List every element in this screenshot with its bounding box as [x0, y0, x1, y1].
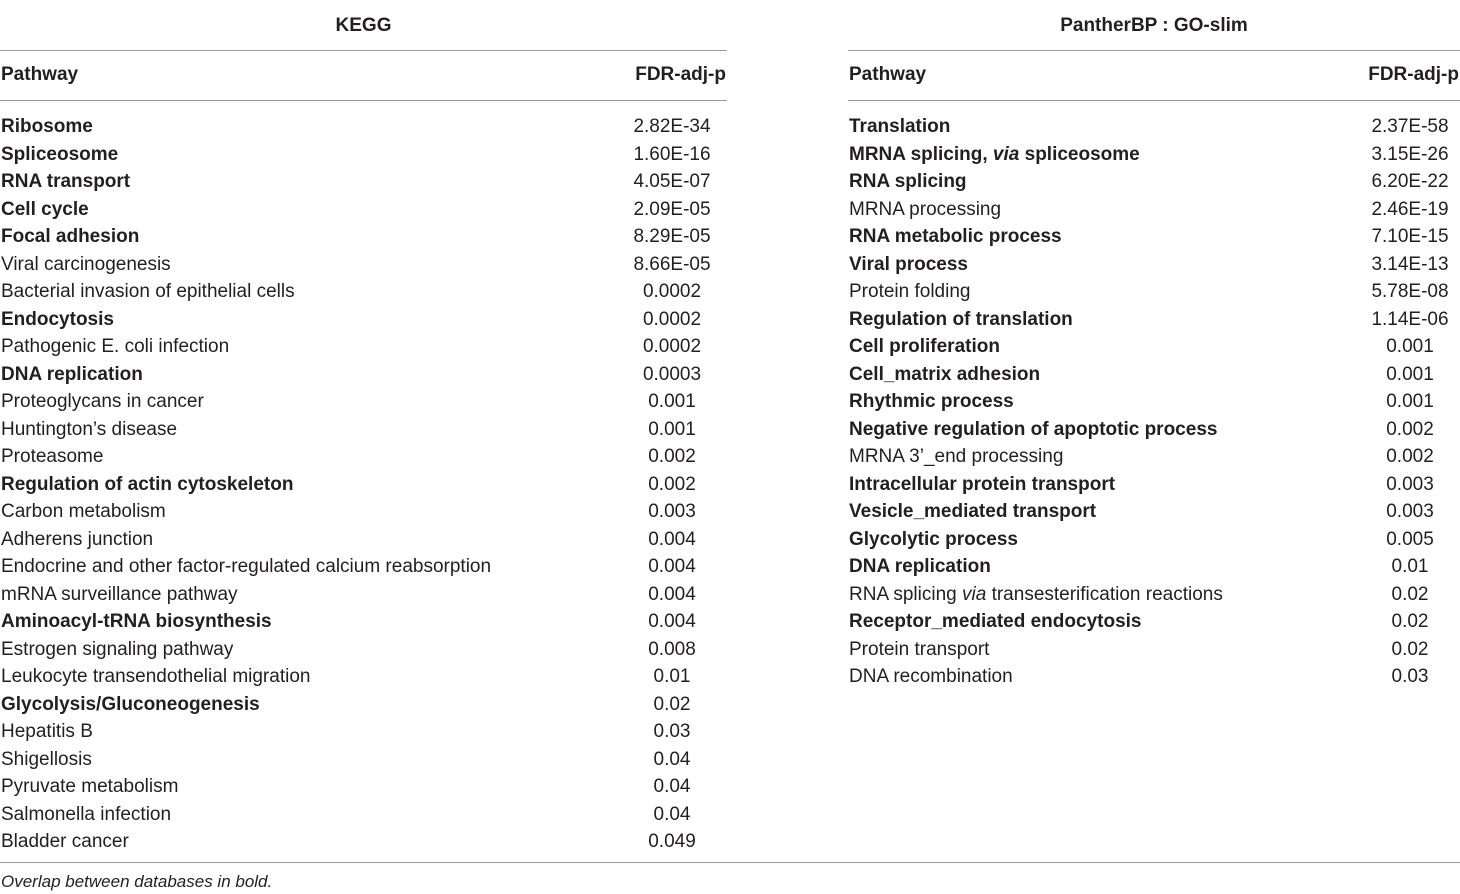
panther-fdr-header: FDR-adj-p	[1368, 64, 1459, 85]
pathway-name: MRNA splicing, via spliceosome	[849, 143, 1140, 165]
table-row	[0, 526, 727, 554]
table-row	[848, 141, 1460, 169]
table-row	[0, 746, 727, 774]
table-row	[0, 773, 727, 801]
table-row	[848, 306, 1460, 334]
pathway-name: Receptor_mediated endocytosis	[849, 611, 1142, 632]
fdr-value: 0.004	[648, 611, 696, 632]
kegg-rows	[0, 101, 727, 856]
pathway-name: Hepatitis B	[1, 721, 93, 742]
fdr-value: 0.049	[648, 831, 696, 852]
fdr-value: 3.15E-26	[1371, 143, 1449, 165]
panther-title: PantherBP : GO-slim	[1060, 15, 1248, 36]
pathway-name: Translation	[849, 116, 951, 137]
pathway-name: Endocytosis	[1, 308, 114, 330]
pathway-name: Focal adhesion	[1, 226, 140, 247]
table-row	[0, 113, 727, 141]
pathway-name: Cell_matrix adhesion	[849, 363, 1041, 385]
pathway-name: Regulation of actin cytoskeleton	[1, 473, 294, 495]
table-footnote: Overlap between databases in bold.	[1, 872, 273, 891]
fdr-value: 2.09E-05	[633, 198, 711, 220]
table-row	[848, 361, 1460, 389]
fdr-value: 0.004	[648, 556, 696, 577]
fdr-value: 0.001	[1386, 363, 1434, 385]
table-row	[0, 306, 727, 334]
table-row	[848, 196, 1460, 224]
table-bottom-rule	[0, 862, 1460, 863]
fdr-value: 0.001	[1386, 336, 1434, 357]
kegg-table	[0, 0, 727, 856]
table-row	[0, 141, 727, 169]
fdr-value: 0.0002	[642, 281, 702, 302]
table-row	[848, 581, 1460, 609]
pathway-name: Cell proliferation	[849, 336, 1000, 357]
table-row	[848, 663, 1460, 691]
pathway-name: Cell cycle	[1, 198, 89, 220]
fdr-value: 0.002	[1386, 446, 1434, 467]
fdr-value: 8.66E-05	[633, 253, 711, 275]
table-row	[0, 388, 727, 416]
fdr-value: 0.003	[1386, 473, 1434, 495]
fdr-value: 0.04	[653, 776, 691, 797]
pathway-name: Ribosome	[1, 116, 93, 137]
table-row	[848, 553, 1460, 581]
fdr-value: 4.05E-07	[633, 171, 711, 192]
table-row	[0, 801, 727, 829]
table-row	[0, 251, 727, 279]
fdr-value: 0.001	[1386, 391, 1434, 412]
pathway-name: MRNA 3’_end processing	[849, 446, 1064, 467]
table-row	[848, 223, 1460, 251]
fdr-value: 0.001	[648, 391, 696, 412]
table-row	[848, 471, 1460, 499]
table-row	[848, 416, 1460, 444]
fdr-value: 7.10E-15	[1371, 226, 1449, 247]
fdr-value: 0.01	[653, 666, 691, 687]
kegg-title: KEGG	[335, 15, 392, 36]
fdr-value: 0.004	[648, 528, 696, 550]
table-row	[0, 553, 727, 581]
fdr-value: 0.002	[648, 446, 696, 467]
fdr-value: 2.82E-34	[633, 116, 711, 137]
table-row	[0, 663, 727, 691]
pathway-name: Protein folding	[849, 281, 971, 302]
pathway-name: Glycolytic process	[849, 528, 1018, 550]
fdr-value: 0.02	[653, 693, 691, 715]
fdr-value: 1.14E-06	[1371, 308, 1449, 330]
fdr-value: 2.46E-19	[1371, 198, 1449, 220]
table-row	[0, 278, 727, 306]
fdr-value: 0.003	[648, 501, 696, 522]
table-row	[848, 278, 1460, 306]
fdr-value: 0.003	[1386, 501, 1434, 522]
pathway-name: mRNA surveillance pathway	[1, 583, 238, 605]
fdr-value: 0.002	[648, 473, 696, 495]
pathway-name: Viral process	[849, 253, 969, 275]
fdr-value: 5.78E-08	[1371, 281, 1449, 302]
table-row	[0, 443, 727, 471]
panther-table	[848, 0, 1460, 691]
pathway-name: Estrogen signaling pathway	[1, 638, 234, 660]
pathway-name: Proteasome	[1, 446, 104, 467]
pathway-name: Spliceosome	[1, 143, 119, 165]
pathway-name: DNA replication	[1, 363, 143, 385]
pathway-name: Bacterial invasion of epithelial cells	[1, 281, 295, 302]
fdr-value: 0.004	[648, 583, 696, 605]
fdr-value: 0.03	[653, 721, 691, 742]
table-row	[0, 718, 727, 746]
pathway-name: RNA splicing via transesterification reactions	[849, 583, 1223, 605]
fdr-value: 0.0002	[642, 308, 702, 330]
table-row	[0, 636, 727, 664]
fdr-value: 0.02	[1391, 638, 1429, 660]
table-row	[0, 223, 727, 251]
table-row	[0, 828, 727, 856]
fdr-value: 0.01	[1391, 556, 1429, 577]
fdr-value: 2.37E-58	[1371, 116, 1449, 137]
pathway-name: Endocrine and other factor-regulated calcium reabsorption	[1, 556, 492, 577]
table-row	[0, 581, 727, 609]
kegg-fdr-header: FDR-adj-p	[635, 64, 726, 85]
table-row	[848, 168, 1460, 196]
table-row	[0, 471, 727, 499]
pathway-name: Leukocyte transendothelial migration	[1, 666, 311, 687]
pathway-name: Negative regulation of apoptotic process	[849, 418, 1218, 440]
pathway-name: Bladder cancer	[1, 831, 129, 852]
pathway-name: MRNA processing	[849, 198, 1002, 220]
table-row	[0, 168, 727, 196]
table-row	[848, 608, 1460, 636]
pathway-name: DNA recombination	[849, 666, 1013, 687]
table-row	[0, 608, 727, 636]
table-row	[848, 443, 1460, 471]
fdr-value: 3.14E-13	[1371, 253, 1449, 275]
pathway-name: Proteoglycans in cancer	[1, 391, 204, 412]
table-row	[848, 113, 1460, 141]
table-row	[0, 196, 727, 224]
pathway-name: DNA replication	[849, 556, 991, 577]
pathway-name: RNA splicing	[849, 171, 967, 192]
pathway-name: Protein transport	[849, 638, 990, 660]
pathway-name: Pyruvate metabolism	[1, 776, 179, 797]
table-row	[0, 498, 727, 526]
pathway-name: Aminoacyl-tRNA biosynthesis	[1, 611, 272, 632]
table-row	[0, 416, 727, 444]
table-row	[848, 333, 1460, 361]
fdr-value: 1.60E-16	[633, 143, 711, 165]
panther-rows	[848, 101, 1460, 691]
table-row	[848, 388, 1460, 416]
kegg-pathway-header: Pathway	[1, 64, 79, 85]
fdr-value: 0.02	[1391, 611, 1429, 632]
panther-column-header	[848, 51, 1460, 100]
pathway-name: Viral carcinogenesis	[1, 253, 171, 275]
pathway-name: Vesicle_mediated transport	[849, 501, 1097, 522]
table-row	[848, 636, 1460, 664]
pathway-name: RNA metabolic process	[849, 226, 1062, 247]
fdr-value: 0.008	[648, 638, 696, 660]
fdr-value: 0.002	[1386, 418, 1434, 440]
pathway-name: Rhythmic process	[849, 391, 1014, 412]
table-row	[848, 498, 1460, 526]
table-row	[0, 691, 727, 719]
fdr-value: 0.005	[1386, 528, 1434, 550]
fdr-value: 0.04	[653, 803, 691, 825]
fdr-value: 0.02	[1391, 583, 1429, 605]
fdr-value: 0.03	[1391, 666, 1429, 687]
fdr-value: 6.20E-22	[1371, 171, 1449, 192]
fdr-value: 0.001	[648, 418, 696, 440]
panther-pathway-header: Pathway	[849, 64, 927, 85]
pathway-name: Regulation of translation	[849, 308, 1073, 330]
pathway-name: Salmonella infection	[1, 803, 172, 825]
pathway-name: RNA transport	[1, 171, 131, 192]
fdr-value: 0.0003	[642, 363, 702, 385]
pathway-name: Adherens junction	[1, 528, 154, 550]
table-row	[848, 251, 1460, 279]
table-row	[0, 333, 727, 361]
pathway-name: Pathogenic E. coli infection	[1, 336, 230, 357]
pathway-name: Intracellular protein transport	[849, 473, 1116, 495]
fdr-value: 8.29E-05	[633, 226, 711, 247]
pathway-name: Huntington’s disease	[1, 418, 178, 440]
pathway-name: Glycolysis/Gluconeogenesis	[1, 693, 260, 715]
pathway-name: Carbon metabolism	[1, 501, 166, 522]
table-row	[848, 526, 1460, 554]
pathway-name: Shigellosis	[1, 748, 92, 770]
kegg-column-header	[0, 51, 727, 100]
fdr-value: 0.0002	[642, 336, 702, 357]
fdr-value: 0.04	[653, 748, 691, 770]
table-row	[0, 361, 727, 389]
